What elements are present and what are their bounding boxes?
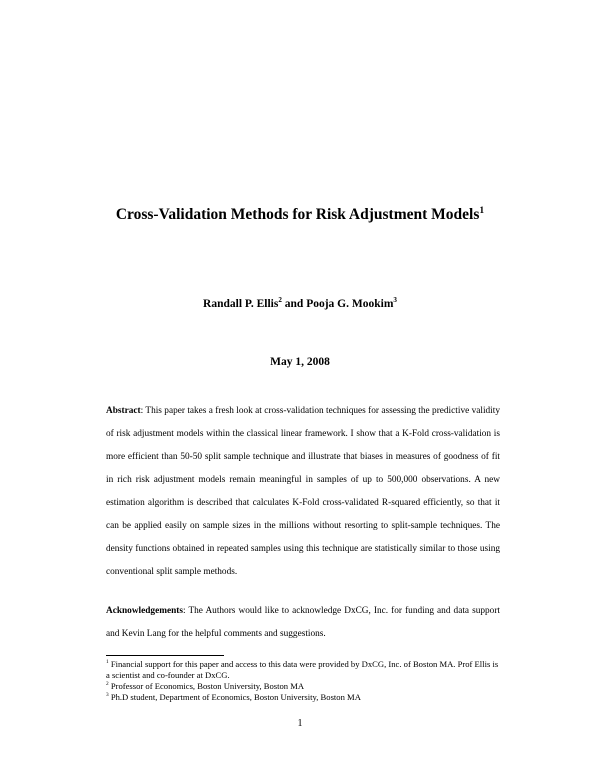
paper-title bbox=[0, 206, 600, 224]
author-footnote-marker: 2 bbox=[278, 296, 282, 305]
author-name: Pooja G. Mookim bbox=[306, 298, 394, 310]
footnote-number: 2 bbox=[106, 681, 109, 688]
abstract-label: Abstract bbox=[106, 406, 141, 416]
footnote-text: Professor of Economics, Boston University, Boston MA bbox=[108, 681, 305, 691]
acknowledgements-paragraph bbox=[106, 600, 500, 646]
footnote-number: 1 bbox=[106, 659, 109, 666]
footnote-text: Financial support for this paper and access to this data were provided by DxCG, Inc. of Boston MA. Prof Ellis is a scientist and co-founder at DxCG. bbox=[106, 659, 499, 680]
acknowledgements-text: : The Authors would like to acknowledge DxCG, Inc. for funding and data support and Kevin Lang for the helpful comments and suggestions. bbox=[106, 606, 500, 639]
footnote bbox=[106, 692, 500, 703]
footnote-number: 3 bbox=[106, 692, 109, 699]
acknowledgements-label: Acknowledgements bbox=[106, 606, 183, 616]
title-footnote-marker: 1 bbox=[479, 204, 485, 216]
author-name: Randall P. Ellis bbox=[203, 298, 279, 310]
author-joiner: and bbox=[281, 298, 307, 310]
page-number: 1 bbox=[297, 718, 303, 729]
title-text: Cross-Validation Methods for Risk Adjustment Models bbox=[115, 206, 480, 223]
footnote-separator bbox=[106, 655, 224, 656]
footnote-text: Ph.D student, Department of Economics, Boston University, Boston MA bbox=[108, 692, 361, 702]
author-line bbox=[0, 298, 600, 310]
abstract-paragraph bbox=[106, 400, 500, 584]
abstract-text: : This paper takes a fresh look at cross-validation techniques for assessing the predictive validity of risk adjustment models within the classical linear framework. I show that a K-Fold cross-validation is more efficient than 50-50 split sample technique and illustrate that biases in measures of goodness of fit in rich risk adjustment models remain meaningful in samples of up to 500,000 observations. A new estimation algorithm is described that calculates K-Fold cross-validated R-squared efficiently, so that it can be applied easily on sample sizes in the millions without resorting to split-sample techniques. The density functions obtained in repeated samples using this technique are statistically similar to those using conventional split sample methods. bbox=[106, 406, 500, 577]
footnote bbox=[106, 681, 500, 692]
author-footnote-marker: 3 bbox=[393, 296, 397, 305]
footnotes bbox=[106, 659, 500, 703]
paper-date: May 1, 2008 bbox=[270, 356, 330, 368]
footnote bbox=[106, 659, 500, 681]
